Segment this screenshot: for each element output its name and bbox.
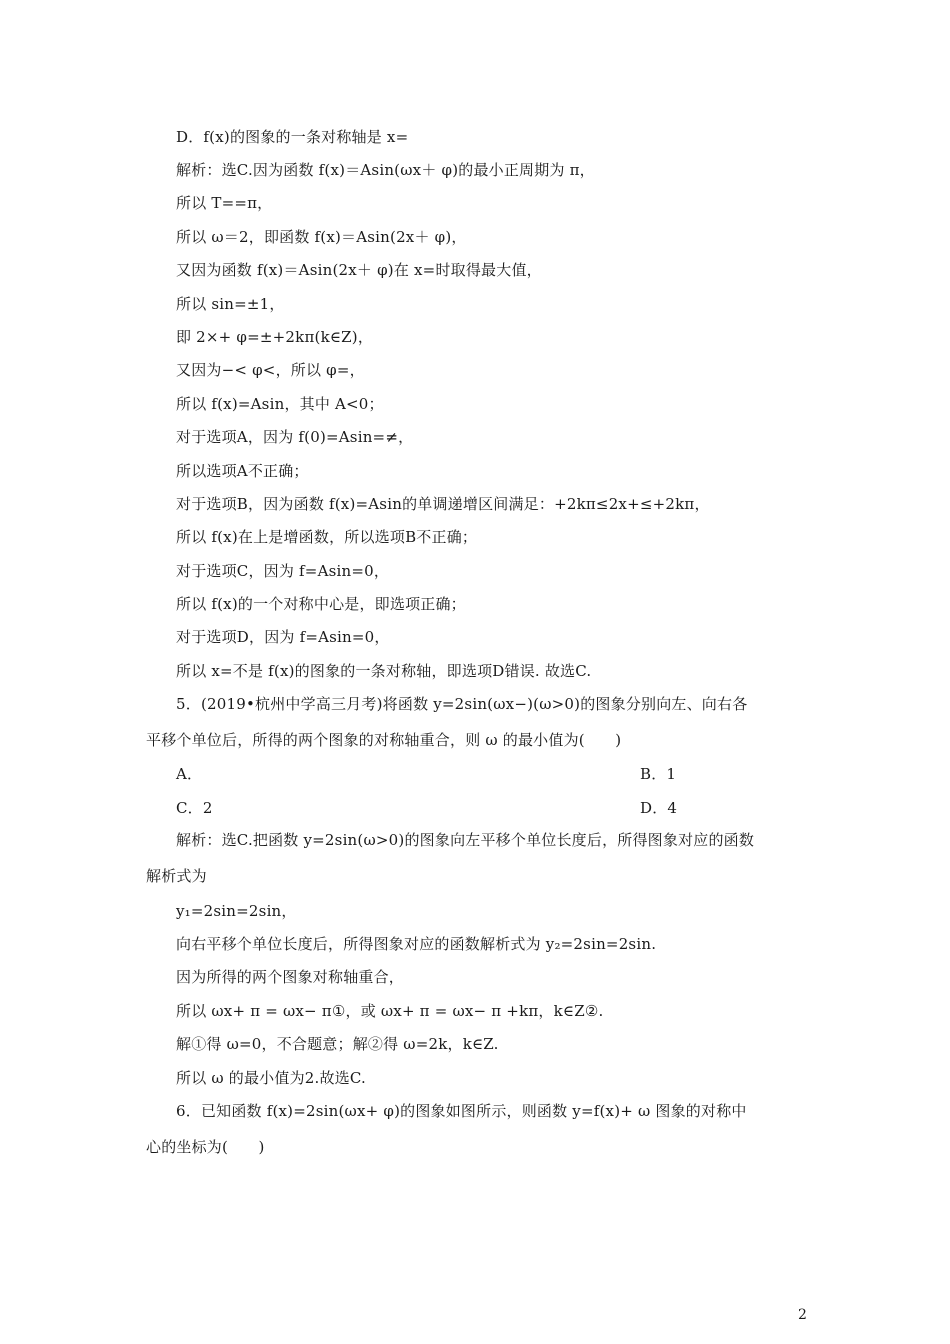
solution-line: 即 2×+ φ=±+2kπ(k∈Z)， xyxy=(176,328,374,346)
solution-line: 向右平移个单位长度后，所得图象对应的函数解析式为 y₂=2sin=2sin. xyxy=(176,935,657,953)
solution-line: 对于选项B，因为函数 f(x)=Asin的单调递增区间满足：+2kπ≤2x+≤+2kπ， xyxy=(176,495,710,513)
solution-line: 解析：选C.因为函数 f(x)＝Asin(ωx＋ φ)的最小正周期为 π， xyxy=(176,161,595,179)
solution-line: 解①得 ω=0，不合题意；解②得 ω=2k，k∈Z. xyxy=(176,1035,499,1053)
question-5-text: 平移个单位后，所得的两个图象的对称轴重合，则 ω 的最小值为( ) xyxy=(146,731,622,749)
solution-line: 所以 ω＝2，即函数 f(x)＝Asin(2x＋ φ)， xyxy=(176,228,467,246)
solution-line: 解析式为 xyxy=(146,867,207,885)
solution-line: y₁=2sin=2sin， xyxy=(176,902,297,920)
solution-line: 所以 ωx+ π = ωx− π①，或 ωx+ π = ωx− π +kπ，k∈Z②. xyxy=(176,1002,604,1020)
solution-line: 所以选项A不正确； xyxy=(176,462,309,480)
solution-line: 对于选项D，因为 f=Asin=0， xyxy=(176,628,390,646)
option-a: A． xyxy=(176,765,203,783)
solution-line: 所以 x=不是 f(x)的图象的一条对称轴，即选项D错误. 故选C. xyxy=(176,662,592,680)
solution-line: 对于选项A，因为 f(0)=Asin=≠， xyxy=(176,428,414,446)
solution-line: 又因为函数 f(x)＝Asin(2x＋ φ)在 x=时取得最大值， xyxy=(176,261,542,279)
question-5-text: 5．(2019•杭州中学高三月考)将函数 y=2sin(ωx−)(ω>0)的图象分别向左、向右各 xyxy=(176,695,748,713)
option-b: B．1 xyxy=(640,765,677,783)
page-number: 2 xyxy=(798,1307,807,1323)
question-6-text: 6．已知函数 f(x)=2sin(ωx+ φ)的图象如图所示，则函数 y=f(x)+ ω 图象的对称中 xyxy=(176,1102,747,1120)
solution-line: 所以 f(x)的一个对称中心是，即选项正确； xyxy=(176,595,466,613)
solution-line: 对于选项C，因为 f=Asin=0， xyxy=(176,562,390,580)
solution-line: 因为所得的两个图象对称轴重合， xyxy=(176,968,405,986)
solution-line: 所以 T==π， xyxy=(176,194,273,212)
option-d: D．4 xyxy=(640,799,678,817)
question-6-text: 心的坐标为( ) xyxy=(146,1138,265,1156)
solution-line: 所以 sin=±1， xyxy=(176,295,285,313)
solution-line: 又因为−< φ<，所以 φ=， xyxy=(176,361,365,379)
solution-line: 所以 f(x)在上是增函数，所以选项B不正确； xyxy=(176,528,478,546)
option-c: C．2 xyxy=(176,799,213,817)
solution-line: 所以 ω 的最小值为2.故选C. xyxy=(176,1069,366,1087)
solution-line: 所以 f(x)=Asin，其中 A<0； xyxy=(176,395,384,413)
solution-line: 解析：选C.把函数 y=2sin(ω>0)的图象向左平移个单位长度后，所得图象对应的函数 xyxy=(176,831,755,849)
option-d-text: D．f(x)的图象的一条对称轴是 x= xyxy=(176,128,409,146)
